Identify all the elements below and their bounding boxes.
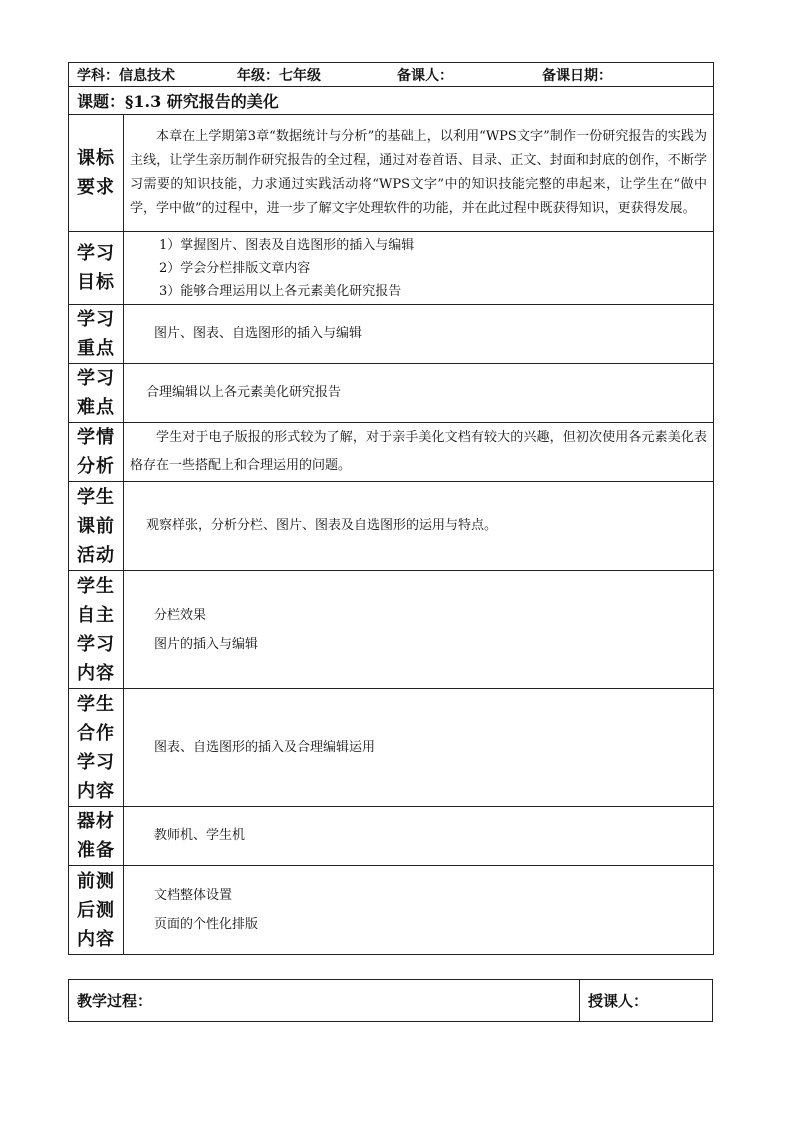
teaching-process-table xyxy=(68,979,713,1022)
row-content: 学生对于电子版报的形式较为了解，对于亲手美化文档有较大的兴趣，但初次使用各元素美化表格存在一些搭配上和合理运用的问题。 xyxy=(130,430,707,473)
row-content: 图表、自选图形的插入及合理编辑运用 xyxy=(154,739,376,755)
row-label: 学情分析 xyxy=(76,427,115,477)
lesson-title: 课题：§1.3 研究报告的美化 xyxy=(69,87,714,115)
row-learner-analysis xyxy=(69,423,714,482)
preparer-field: 备课人： xyxy=(397,67,453,84)
teaching-process-row xyxy=(69,980,713,1022)
row-label: 学生合作学习内容 xyxy=(76,693,115,802)
row-learning-objectives xyxy=(69,232,714,305)
row-label: 课标要求 xyxy=(76,148,115,198)
row-pre-class-activity xyxy=(69,482,714,571)
row-label: 学习重点 xyxy=(76,309,115,359)
row-difficulties xyxy=(69,364,714,423)
teacher-label: 授课人： xyxy=(580,980,713,1022)
header-row xyxy=(69,63,714,87)
lesson-plan-table xyxy=(68,62,714,955)
row-label: 前测后测内容 xyxy=(76,870,115,950)
list-item: 1）掌握图片、图表及自选图形的插入与编辑 xyxy=(159,237,415,253)
row-content: 图片、图表、自选图形的插入与编辑 xyxy=(154,326,363,341)
list-item: 2）学会分栏排版文章内容 xyxy=(159,260,311,276)
teaching-process-label: 教学过程： xyxy=(69,980,580,1022)
list-item: 页面的个性化排版 xyxy=(154,917,259,932)
list-item: 图片的插入与编辑 xyxy=(154,636,259,652)
list-item: 文档整体设置 xyxy=(154,888,233,903)
prep-date-field: 备课日期： xyxy=(542,67,612,84)
row-assessment xyxy=(69,866,714,955)
row-content: 本章在上学期第3章“数据统计与分析”的基础上，以利用“WPS文字”制作一份研究报告的实践为主线，让学生亲历制作研究报告的全过程，通过对卷首语、目录、正文、封面和封底的创作，不断学习需要的知识技能，力求通过实践活动将“WPS文字”中的知识技能完整的串起来，让学生在“做中学，学中做”的过程中，进一步了解文字处理软件的功能，并在此过程中既获得知识，更获得发展。 xyxy=(130,129,707,216)
row-content: 教师机、学生机 xyxy=(154,828,246,843)
row-label: 学生自主学习内容 xyxy=(76,575,115,684)
row-curriculum-requirements xyxy=(69,115,714,232)
row-cooperative-study xyxy=(69,689,714,807)
row-label: 器材准备 xyxy=(76,811,115,861)
row-self-study xyxy=(69,571,714,689)
row-equipment xyxy=(69,807,714,866)
grade-field: 年级：七年级 xyxy=(237,67,321,84)
row-label: 学生课前活动 xyxy=(76,486,115,566)
list-item: 分栏效果 xyxy=(154,607,207,623)
row-content: 合理编辑以上各元素美化研究报告 xyxy=(146,385,342,400)
subject-field: 学科：信息技术 xyxy=(77,67,175,84)
row-content: 观察样张，分析分栏、图片、图表及自选图形的运用与特点。 xyxy=(146,518,498,533)
title-row xyxy=(69,87,714,115)
row-key-points xyxy=(69,305,714,364)
row-label: 学习目标 xyxy=(76,243,115,293)
row-label: 学习难点 xyxy=(76,368,115,418)
list-item: 3）能够合理运用以上各元素美化研究报告 xyxy=(159,283,402,299)
